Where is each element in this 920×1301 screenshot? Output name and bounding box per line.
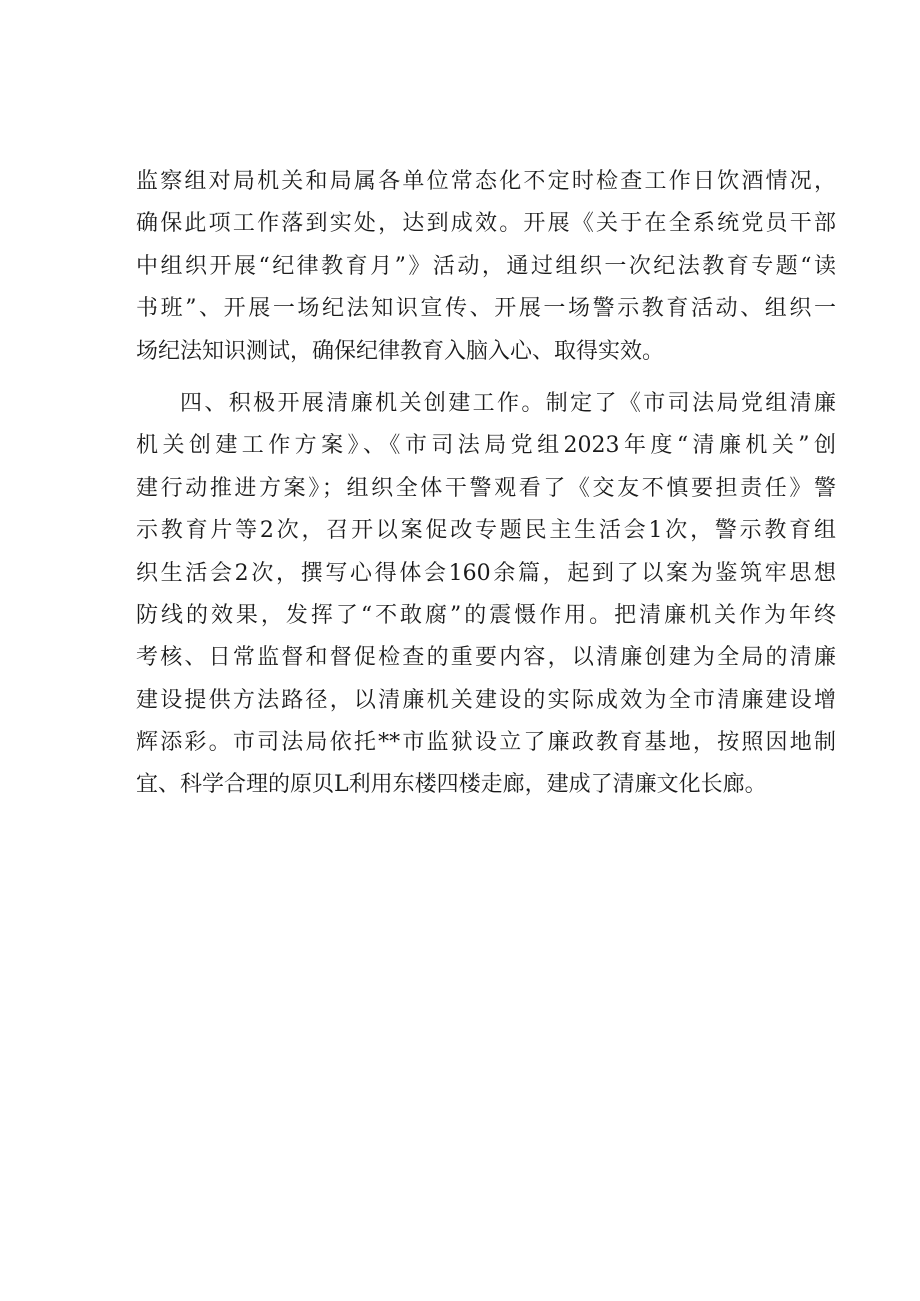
paragraph-line: 场纪法知识测试，确保纪律教育入脑入心、取得实效。 — [136, 338, 665, 364]
paragraph-line: 辉添彩。市司法局依托**市监狱设立了廉政教育基地，按照因地制 — [136, 730, 836, 756]
paragraph-line: 书班”、开展一场纪法知识宣传、开展一场警示教育活动、组织一 — [136, 296, 836, 322]
paragraph-2 — [136, 383, 836, 807]
paragraph-line: 防线的效果，发挥了“不敢腐”的震慑作用。把清廉机关作为年终 — [136, 602, 836, 628]
paragraph-line: 监察组对局机关和局属各单位常态化不定时检查工作日饮酒情况， — [136, 169, 836, 194]
paragraph-line: 中组织开展“纪律教育月”》活动，通过组织一次纪法教育专题“读 — [136, 253, 836, 279]
paragraph-line: 确保此项工作落到实处，达到成效。开展《关于在全系统党员干部 — [136, 211, 836, 237]
paragraph-line: 宜、科学合理的原贝L利用东楼四楼走廊，建成了清廉文化长廊。 — [136, 772, 767, 798]
paragraph-line: 考核、日常监督和督促检查的重要内容，以清廉创建为全局的清廉 — [136, 645, 836, 671]
paragraph-line: 织生活会2次，撰写心得体会160余篇，起到了以案为鉴筑牢思想 — [136, 560, 836, 586]
paragraph-line: 示教育片等2次，召开以案促改专题民主生活会1次，警示教育组 — [136, 518, 836, 544]
paragraph-line: 建行动推进方案》；组织全体干警观看了《交友不慎要担责任》警 — [136, 475, 836, 501]
paragraph-line: 建设提供方法路径，以清廉机关建设的实际成效为全市清廉建设增 — [136, 687, 836, 713]
paragraph-1 — [136, 161, 836, 373]
document-body — [136, 161, 836, 807]
paragraph-line: 机关创建工作方案》、《市司法局党组2023年度“清廉机关”创 — [136, 433, 836, 459]
paragraph-gap — [136, 373, 836, 383]
paragraph-line: 四、积极开展清廉机关创建工作。制定了《市司法局党组清廉 — [180, 390, 836, 416]
